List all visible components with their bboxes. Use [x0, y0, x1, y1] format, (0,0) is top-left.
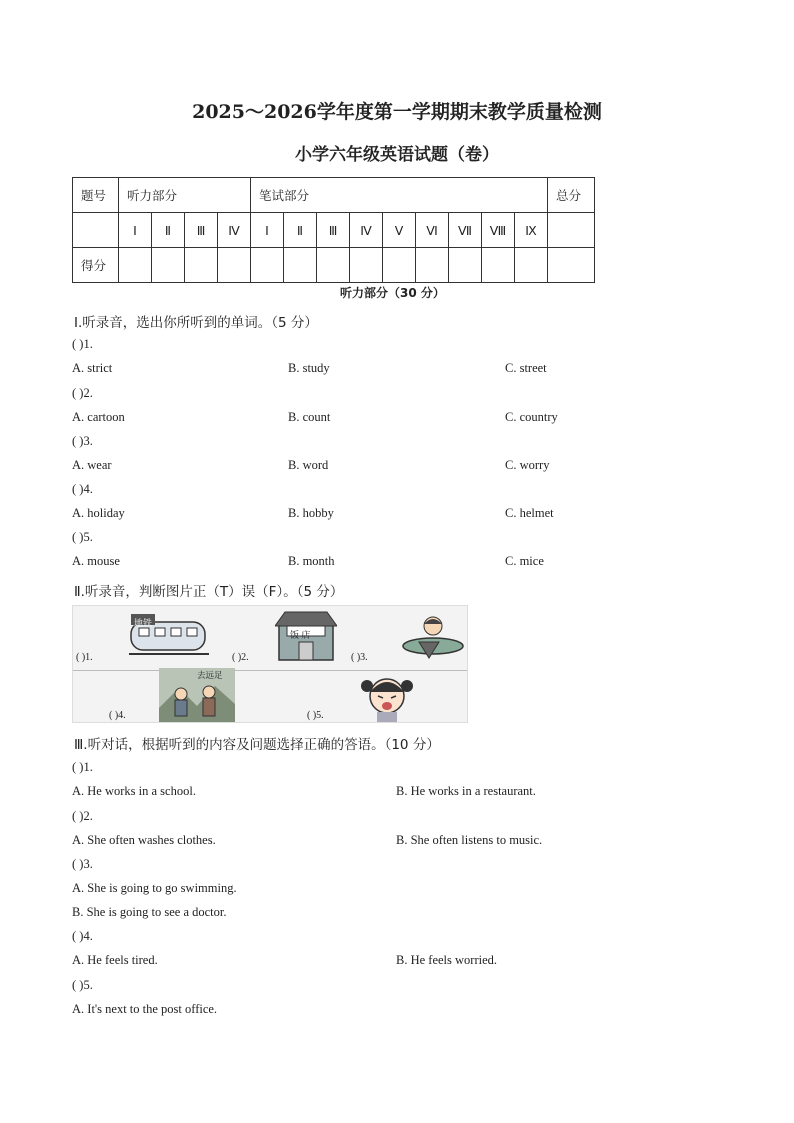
picture-item-3: ( )3. — [351, 652, 368, 663]
question-number: ( )5. — [72, 530, 93, 544]
numeral-cell: Ⅸ — [515, 213, 548, 248]
written-header: 笔试部分 — [251, 178, 548, 213]
option-a: A. cartoon — [72, 410, 125, 424]
numeral-cell: Ⅳ — [218, 213, 251, 248]
numeral-cell: Ⅳ — [350, 213, 383, 248]
option-b: B. study — [288, 361, 330, 375]
option-a: A. wear — [72, 458, 112, 472]
subway-label: 地铁 — [134, 618, 153, 628]
option-b: B. month — [288, 554, 335, 568]
score-cell[interactable] — [515, 248, 548, 283]
listening-section-header: 听力部分（30 分） — [340, 286, 445, 300]
section1-title: Ⅰ.听录音，选出你所听到的单词。（5 分） — [74, 315, 318, 331]
option-b: B. She is going to see a doctor. — [72, 905, 227, 919]
option-c: C. helmet — [505, 506, 554, 520]
option-c: C. mice — [505, 554, 544, 568]
numeral-cell: Ⅰ — [251, 213, 284, 248]
numeral-cell: Ⅶ — [449, 213, 482, 248]
question-number: ( )4. — [72, 929, 93, 943]
option-b: B. He feels worried. — [396, 953, 498, 967]
score-cell[interactable] — [449, 248, 482, 283]
page-subtitle: 小学六年级英语试题（卷） — [295, 145, 499, 165]
picture-item-1: ( )1. — [76, 652, 93, 663]
score-cell[interactable] — [350, 248, 383, 283]
option-a: A. He works in a school. — [72, 784, 196, 798]
section2-title: Ⅱ.听录音，判断图片正（T）误（F）。（5 分） — [74, 584, 344, 600]
option-b: B. hobby — [288, 506, 334, 520]
restaurant-label: 饭 店 — [290, 630, 311, 640]
option-a: A. He feels tired. — [72, 953, 158, 967]
option-a: A. She is going to go swimming. — [72, 881, 237, 895]
trip-label: 去远足 — [197, 670, 223, 680]
question-number: ( )3. — [72, 857, 93, 871]
question-number: ( )2. — [72, 809, 93, 823]
numeral-cell: Ⅲ — [317, 213, 350, 248]
picture-item-2: ( )2. — [232, 652, 249, 663]
question-number: ( )3. — [72, 434, 93, 448]
listening-header: 听力部分 — [119, 178, 251, 213]
numeral-cell: Ⅱ — [152, 213, 185, 248]
score-cell[interactable] — [218, 248, 251, 283]
blank-cell — [73, 213, 119, 248]
question-number: ( )1. — [72, 760, 93, 774]
option-b: B. count — [288, 410, 331, 424]
blank-cell — [548, 213, 595, 248]
question-number: ( )2. — [72, 386, 93, 400]
numeral-cell: Ⅷ — [482, 213, 515, 248]
option-a: A. strict — [72, 361, 113, 375]
picture-item-5: ( )5. — [307, 710, 324, 721]
option-b: B. He works in a restaurant. — [396, 784, 536, 798]
score-cell[interactable] — [284, 248, 317, 283]
score-cell[interactable] — [185, 248, 218, 283]
score-cell[interactable] — [548, 248, 595, 283]
picture-item-4: ( )4. — [109, 710, 126, 721]
option-c: C. street — [505, 361, 547, 375]
option-a: A. mouse — [72, 554, 120, 568]
question-header: 题号 — [73, 178, 119, 213]
numeral-cell: Ⅴ — [383, 213, 416, 248]
score-cell[interactable] — [152, 248, 185, 283]
numeral-cell: Ⅱ — [284, 213, 317, 248]
crying-girl-icon — [357, 668, 417, 722]
numeral-cell: Ⅲ — [185, 213, 218, 248]
question-number: ( )4. — [72, 482, 93, 496]
question-number: ( )1. — [72, 337, 93, 351]
score-cell[interactable] — [119, 248, 152, 283]
page-title: 2025～2026学年度第一学期期末教学质量检测 — [192, 101, 602, 123]
score-cell[interactable] — [416, 248, 449, 283]
option-a: A. holiday — [72, 506, 125, 520]
option-a: A. It's next to the post office. — [72, 1002, 218, 1016]
score-cell[interactable] — [482, 248, 515, 283]
numeral-cell: Ⅰ — [119, 213, 152, 248]
option-b: B. word — [288, 458, 329, 472]
option-c: C. worry — [505, 458, 550, 472]
section3-title: Ⅲ.听对话，根据听到的内容及问题选择正确的答语。（10 分） — [74, 737, 440, 753]
option-b: B. She often listens to music. — [396, 833, 543, 847]
option-c: C. country — [505, 410, 558, 424]
score-cell[interactable] — [383, 248, 416, 283]
score-cell[interactable] — [251, 248, 284, 283]
airplane-icon — [399, 612, 465, 662]
total-header: 总分 — [548, 178, 595, 213]
option-a: A. She often washes clothes. — [72, 833, 216, 847]
score-row-label: 得分 — [73, 248, 119, 283]
numeral-cell: Ⅵ — [416, 213, 449, 248]
score-table — [72, 177, 595, 283]
question-number: ( )5. — [72, 978, 93, 992]
picture-panel — [72, 605, 468, 723]
score-cell[interactable] — [317, 248, 350, 283]
